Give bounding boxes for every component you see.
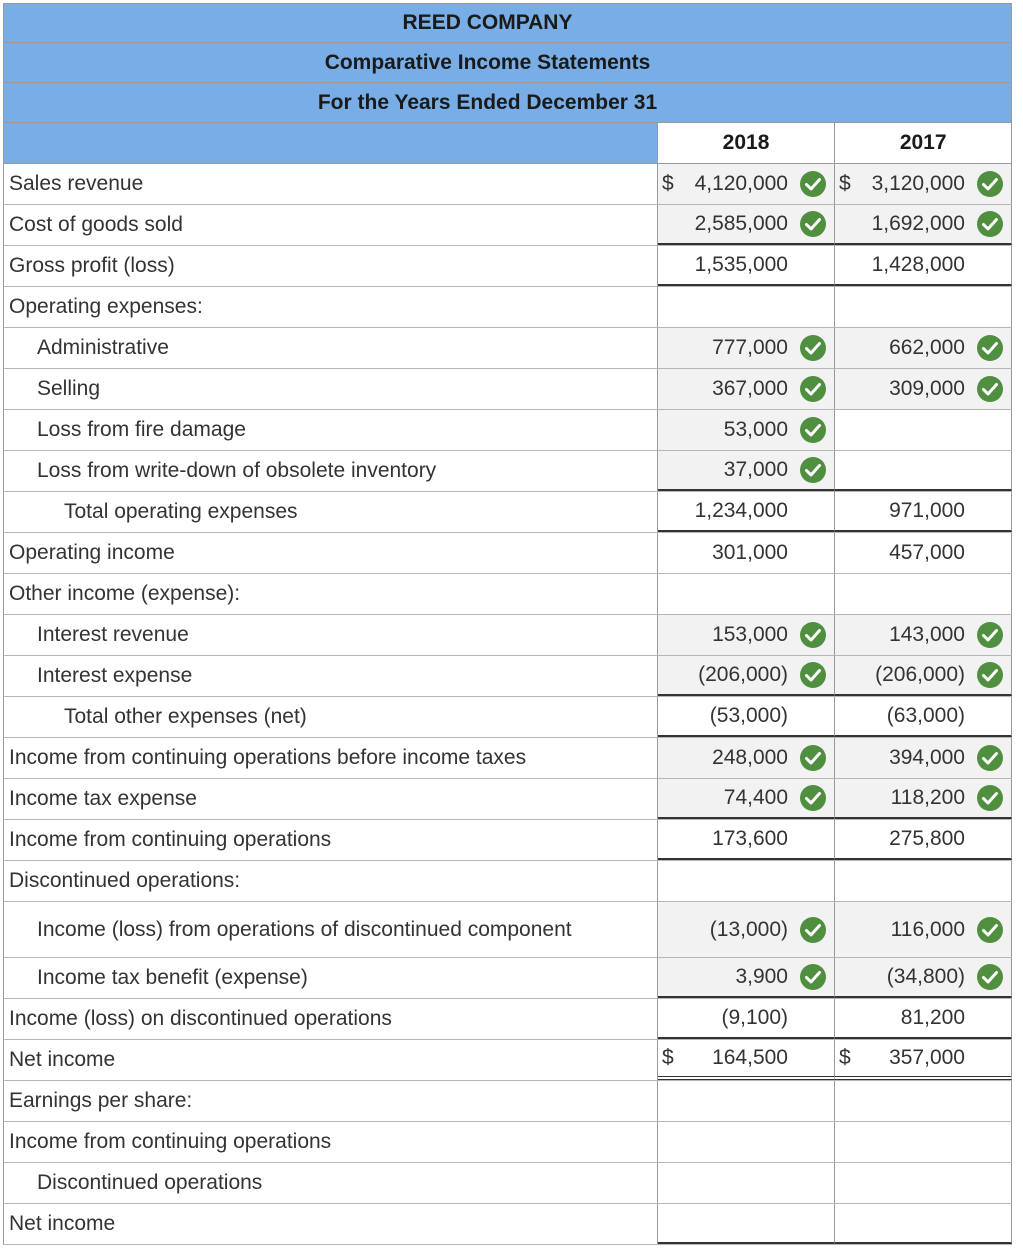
check-circle-icon	[976, 210, 1004, 238]
row-label-text: Income (loss) from operations of discontinued component	[37, 917, 572, 941]
value-2017	[835, 574, 1012, 614]
row-label: Discontinued operations:	[3, 861, 658, 901]
row-label: Administrative	[3, 328, 658, 368]
table-row	[3, 287, 1012, 328]
check-circle-icon	[799, 916, 827, 944]
row-label: Loss from write-down of obsolete inventory	[3, 451, 658, 491]
table-row	[3, 779, 1012, 820]
table-row	[3, 369, 1012, 410]
value-2018: 1,535,000	[658, 246, 835, 286]
table-row	[3, 615, 1012, 656]
dollar-sign: $	[839, 172, 851, 195]
table-row	[3, 164, 1012, 205]
value-2018: $ 164,500	[658, 1040, 835, 1080]
row-label: Earnings per share:	[3, 1081, 658, 1121]
row-label: Total other expenses (net)	[3, 697, 658, 737]
check-circle-icon	[799, 170, 827, 198]
row-label: Interest revenue	[3, 615, 658, 655]
input-2017[interactable]	[835, 451, 1012, 491]
dollar-sign: $	[662, 1046, 674, 1069]
table-row	[3, 328, 1012, 369]
row-label: Income (loss) on discontinued operations	[3, 999, 658, 1039]
statement-title: Comparative Income Statements	[3, 43, 1012, 83]
input-2018[interactable]: 153,000	[658, 615, 835, 655]
value-2017: $ 357,000	[835, 1040, 1012, 1080]
company-name: REED COMPANY	[3, 3, 1012, 43]
column-header-label-spacer	[4, 123, 658, 163]
value-2017: 1,428,000	[835, 246, 1012, 286]
column-header-2018: 2018	[658, 123, 836, 163]
value-2017	[835, 861, 1012, 901]
input-2018[interactable]	[658, 1081, 835, 1121]
row-label: Income from continuing operations	[3, 820, 658, 860]
value-2018	[658, 574, 835, 614]
row-label: Cost of goods sold	[3, 205, 658, 245]
input-2018[interactable]	[658, 1163, 835, 1203]
row-label: Other income (expense):	[3, 574, 658, 614]
input-2017[interactable]: 309,000	[835, 369, 1012, 409]
row-label	[3, 902, 658, 957]
table-row	[3, 1204, 1012, 1245]
value-2018: (53,000)	[658, 697, 835, 737]
check-circle-icon	[799, 963, 827, 991]
check-circle-icon	[799, 334, 827, 362]
table-row	[3, 656, 1012, 697]
table-row	[3, 738, 1012, 779]
row-label: Gross profit (loss)	[3, 246, 658, 286]
check-circle-icon	[799, 744, 827, 772]
input-2018[interactable]: 53,000	[658, 410, 835, 450]
row-label: Net income	[3, 1040, 658, 1080]
check-circle-icon	[976, 375, 1004, 403]
row-label: Loss from fire damage	[3, 410, 658, 450]
table-row	[3, 533, 1012, 574]
input-2017[interactable]	[835, 1204, 1012, 1244]
input-2018[interactable]: $ 4,120,000	[658, 164, 835, 204]
row-label: Income tax benefit (expense)	[3, 958, 658, 998]
table-row	[3, 697, 1012, 738]
value-2018	[658, 287, 835, 327]
check-circle-icon	[976, 621, 1004, 649]
check-circle-icon	[799, 456, 827, 484]
check-circle-icon	[799, 621, 827, 649]
input-2018[interactable]: 74,400	[658, 779, 835, 819]
table-row	[3, 1122, 1012, 1163]
value-2018: 301,000	[658, 533, 835, 573]
row-label: Income from continuing operations	[3, 1122, 658, 1162]
check-circle-icon	[799, 210, 827, 238]
input-2017[interactable]: 143,000	[835, 615, 1012, 655]
column-header-row	[3, 123, 1012, 164]
check-circle-icon	[799, 375, 827, 403]
input-2017[interactable]	[835, 1122, 1012, 1162]
check-circle-icon	[976, 334, 1004, 362]
check-circle-icon	[976, 744, 1004, 772]
check-circle-icon	[976, 661, 1004, 689]
input-2017[interactable]: 1,692,000	[835, 205, 1012, 245]
table-row	[3, 1163, 1012, 1204]
row-label: Sales revenue	[3, 164, 658, 204]
input-2018[interactable]: 37,000	[658, 451, 835, 491]
input-2018[interactable]	[658, 1122, 835, 1162]
input-2017[interactable]: (206,000)	[835, 656, 1012, 696]
dollar-sign: $	[839, 1046, 851, 1069]
value-2017: (63,000)	[835, 697, 1012, 737]
row-label: Income from continuing operations before income taxes	[3, 738, 658, 778]
input-2018[interactable]: (206,000)	[658, 656, 835, 696]
table-row	[3, 1040, 1012, 1081]
table-row	[3, 410, 1012, 451]
value-2017: 971,000	[835, 492, 1012, 532]
value-2017	[835, 287, 1012, 327]
statement-period: For the Years Ended December 31	[3, 83, 1012, 123]
input-2018[interactable]: 367,000	[658, 369, 835, 409]
input-2018[interactable]	[658, 1204, 835, 1244]
row-label: Selling	[3, 369, 658, 409]
value-2017: 81,200	[835, 999, 1012, 1039]
input-2017[interactable]: 116,000	[835, 902, 1012, 957]
input-2017[interactable]: 394,000	[835, 738, 1012, 778]
check-circle-icon	[799, 784, 827, 812]
column-header-2017: 2017	[835, 123, 1011, 163]
table-row	[3, 958, 1012, 999]
input-2017[interactable]	[835, 1163, 1012, 1203]
value-2018: (9,100)	[658, 999, 835, 1039]
income-statement	[3, 3, 1012, 1245]
input-2018[interactable]: 2,585,000	[658, 205, 835, 245]
row-label: Operating income	[3, 533, 658, 573]
input-2018[interactable]: (13,000)	[658, 902, 835, 957]
row-label: Total operating expenses	[3, 492, 658, 532]
check-circle-icon	[976, 784, 1004, 812]
check-circle-icon	[799, 661, 827, 689]
table-row	[3, 574, 1012, 615]
input-2017[interactable]: 118,200	[835, 779, 1012, 819]
table-row	[3, 861, 1012, 902]
input-2018[interactable]: 3,900	[658, 958, 835, 998]
table-row	[3, 246, 1012, 287]
table-row	[3, 1081, 1012, 1122]
row-label: Operating expenses:	[3, 287, 658, 327]
check-circle-icon	[976, 916, 1004, 944]
table-row	[3, 999, 1012, 1040]
input-2017[interactable]	[835, 410, 1012, 450]
input-2017[interactable]	[835, 1081, 1012, 1121]
check-circle-icon	[976, 170, 1004, 198]
table-row	[3, 902, 1012, 958]
table-row	[3, 205, 1012, 246]
table-row	[3, 451, 1012, 492]
input-2017[interactable]: $ 3,120,000	[835, 164, 1012, 204]
dollar-sign: $	[662, 172, 674, 195]
check-circle-icon	[799, 416, 827, 444]
row-label: Interest expense	[3, 656, 658, 696]
row-label: Net income	[3, 1204, 658, 1244]
table-row	[3, 820, 1012, 861]
input-2018[interactable]: 777,000	[658, 328, 835, 368]
input-2017[interactable]: 662,000	[835, 328, 1012, 368]
value-2017: 275,800	[835, 820, 1012, 860]
row-label: Discontinued operations	[3, 1163, 658, 1203]
value-2018: 173,600	[658, 820, 835, 860]
table-row	[3, 492, 1012, 533]
row-label: Income tax expense	[3, 779, 658, 819]
input-2017[interactable]: (34,800)	[835, 958, 1012, 998]
input-2018[interactable]: 248,000	[658, 738, 835, 778]
value-2018	[658, 861, 835, 901]
value-2018: 1,234,000	[658, 492, 835, 532]
check-circle-icon	[976, 963, 1004, 991]
value-2017: 457,000	[835, 533, 1012, 573]
